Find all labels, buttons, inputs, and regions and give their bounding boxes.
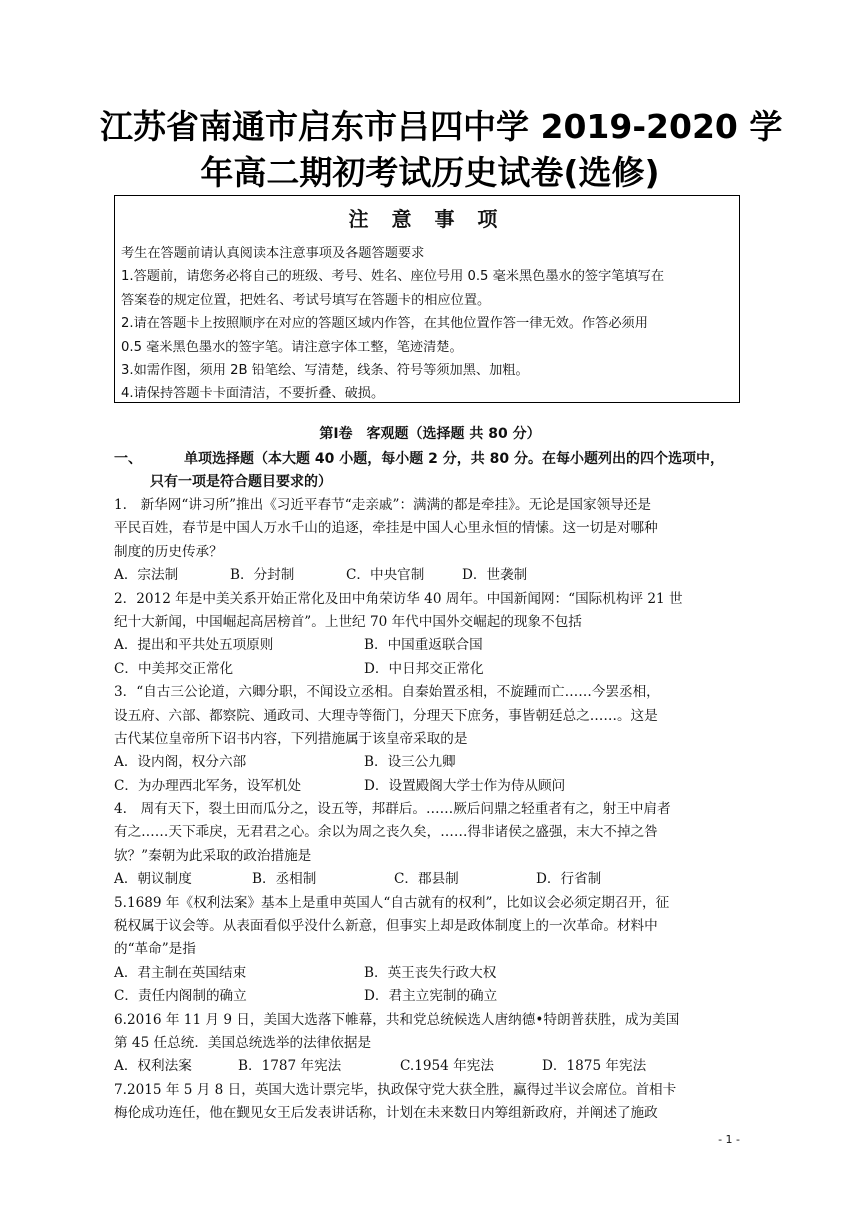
question-text-line: 7.2015 年 5 月 8 日，英国大选计票完毕，执政保守党大获全胜，赢得过半议会席位。首相卡 [114,1081,677,1098]
question-text-line: 有之……天下乖戾，无君君之心。余以为周之丧久矣，……得非诸侯之盛强，末大不掉之咎 [114,824,658,841]
notice-heading: 注 意 事 项 [348,207,506,231]
question-text-line: 古代某位皇帝所下诏书内容，下列措施属于该皇帝采取的是 [114,730,468,747]
question-text-line: 平民百姓，春节是中国人万水千山的追逐，牵挂是中国人心里永恒的情愫。这一切是对哪种 [114,520,658,537]
option-row [114,564,754,587]
notice-line: 2.请在答题卡上按照顺序在对应的答题区域内作答，在其他位置作答一律无效。作答必须用 [121,316,648,332]
option-row [114,985,754,1008]
question-4 [114,798,754,892]
question-text-line: 2．2012 年是中美关系开始正常化及田中角荣访华 40 周年。中国新闻网：“国际机构评 21 世 [114,590,683,607]
answer-option[interactable]: B．丞相制 [252,871,317,888]
answer-option[interactable]: C．责任内阁制的确立 [114,988,247,1005]
option-row [114,634,754,657]
question-3 [114,681,754,798]
answer-option[interactable]: D．设置殿阁大学士作为侍从顾问 [364,777,566,794]
answer-option[interactable]: C.1954 年宪法 [400,1058,494,1075]
answer-option[interactable]: B．设三公九卿 [364,754,456,771]
question-text-line: 税权属于议会等。从表面看似乎没什么新意，但事实上却是政体制度上的一次革命。材料中 [114,918,658,935]
answer-option[interactable]: B．英王丧失行政大权 [364,964,497,981]
answer-option[interactable]: B．中国重返联合国 [364,637,483,654]
question-1 [114,494,754,588]
part-heading-row-1 [114,448,754,471]
title-line-2: 年高二期初考试历史试卷(选修) [200,153,660,192]
answer-option[interactable]: D．君主立宪制的确立 [364,988,498,1005]
question-text-line: 梅伦成功连任，他在觐见女王后发表讲话称，计划在未来数日内筹组新政府，并阐述了施政 [114,1105,658,1122]
notice-line: 答案卷的规定位置，把姓名、考试号填写在答题卡的相应位置。 [121,292,491,308]
title-line-1: 江苏省南通市启东市吕四中学 2019-2020 学 [100,107,783,146]
answer-option[interactable]: A．提出和平共处五项原则 [114,637,274,654]
answer-option[interactable]: B．分封制 [230,567,295,584]
answer-option[interactable]: D．行省制 [536,871,602,888]
question-text-line: 1. 新华网“讲习所”推出《习近平春节“走亲戚”：满满的都是牵挂》。无论是国家领导还是 [114,497,651,513]
answer-option[interactable]: C．中央官制 [346,567,425,584]
notice-box [114,195,740,403]
section-title: 第Ⅰ卷 客观题（选择题 共 80 分） [319,426,541,442]
question-text-line: 设五府、六部、都察院、通政司、大理寺等衙门，分理天下庶务，事皆朝廷总之……。这是 [114,707,658,724]
question-5 [114,892,754,1009]
answer-option[interactable]: A．朝议制度 [114,871,192,888]
part-heading [114,448,754,494]
option-row [114,751,754,774]
question-text-line: 4. 周有天下，裂土田而瓜分之，设五等，邦群后。……厥后问鼎之轻重者有之，射王中肩者 [114,801,671,818]
notice-line: 1.答题前，请您务必将自己的班级、考号、姓名、座位号用 0.5 毫米黑色墨水的签字笔填写在 [121,269,665,285]
answer-option[interactable]: A．权利法案 [114,1058,192,1075]
answer-option[interactable]: A．宗法制 [114,567,179,584]
option-row [114,868,754,891]
notice-line: 考生在答题前请认真阅读本注意事项及各题答题要求 [121,246,425,261]
part-heading-line-1: 单项选择题（本大题 40 小题，每小题 2 分，共 80 分。在每小题列出的四个选项中， [184,451,724,467]
question-text-line: 纪十大新闻，中国崛起高居榜首”。上世纪 70 年代中国外交崛起的现象不包括 [114,613,582,630]
answer-option[interactable]: D．1875 年宪法 [542,1058,647,1075]
answer-option[interactable]: C．中美邦交正常化 [114,660,234,677]
question-text-line: 第 45 任总统．美国总统选举的法律依据是 [114,1034,372,1051]
part-heading-line-2: 只有一项是符合题目要求的） [150,474,332,490]
option-row [114,658,754,681]
answer-option[interactable]: D．中日邦交正常化 [364,660,484,677]
question-text-line: 欤？”秦朝为此采取的政治措施是 [114,847,312,864]
notice-line: 4.请保持答题卡卡面清洁，不要折叠、破损。 [121,386,385,402]
question-list [114,494,754,1126]
answer-option[interactable]: B．1787 年宪法 [238,1058,342,1075]
question-6 [114,1009,754,1079]
answer-option[interactable]: D．世袭制 [462,567,528,584]
question-text-line: 5.1689 年《权利法案》基本上是重申英国人“自古就有的权利”，比如议会必须定期召开，征 [114,894,670,911]
question-text-line: 6.2016 年 11 月 9 日，美国大选落下帷幕，共和党总统候选人唐纳德•特朗普获胜，成为美国 [114,1011,680,1028]
question-2 [114,588,754,682]
notice-line: 3.如需作图，须用 2B 铅笔绘、写清楚，线条、符号等须加黑、加粗。 [121,363,529,379]
option-row [114,962,754,985]
part-number: 一、 [114,451,142,467]
answer-option[interactable]: A．设内阁，权分六部 [114,754,247,771]
answer-option[interactable]: C．郡县制 [394,871,459,888]
option-row [114,1055,754,1078]
answer-option[interactable]: A．君主制在英国结束 [114,964,247,981]
question-text-line: 3．“自古三公论道，六卿分职，不闻设立丞相。自秦始置丞相，不旋踵而亡……今罢丞相， [114,684,660,701]
question-text-line: 的“革命”是指 [114,941,196,958]
question-7 [114,1079,754,1126]
notice-lines [121,242,733,406]
exam-title [100,104,783,196]
option-row [114,775,754,798]
question-text-line: 制度的历史传承？ [114,543,223,560]
notice-line: 0.5 毫米黑色墨水的签字笔。请注意字体工整，笔迹清楚。 [121,339,463,355]
page-number: - 1 - [718,1133,740,1146]
answer-option[interactable]: C．为办理西北军务，设军机处 [114,777,302,794]
